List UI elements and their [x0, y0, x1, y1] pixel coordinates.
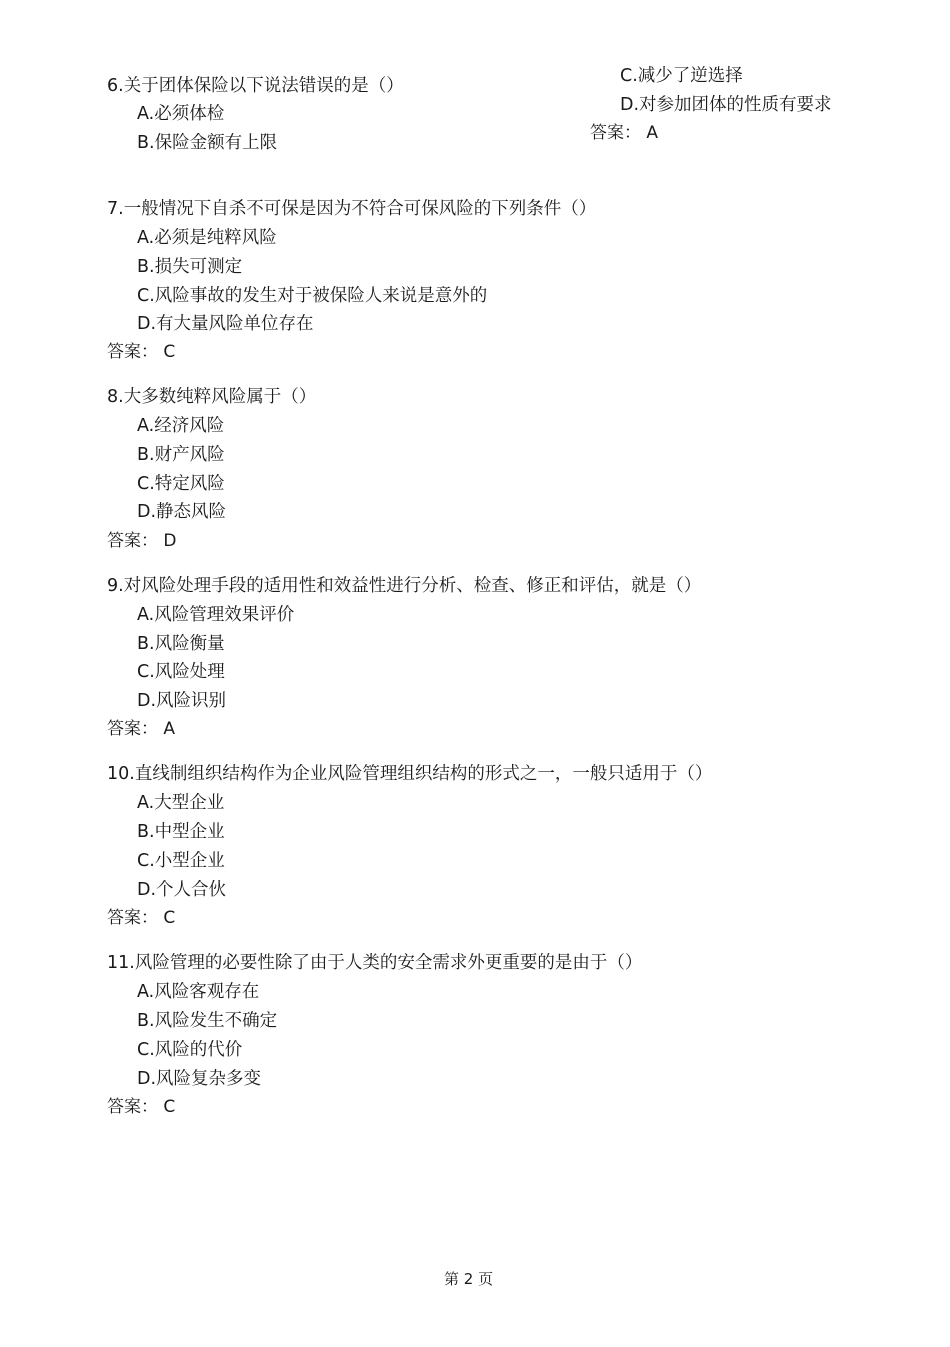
question-6-stem: 6.关于团体保险以下说法错误的是（） — [107, 76, 404, 96]
question-6-option-a: A.必须体检 — [137, 104, 225, 124]
question-9-stem: 9.对风险处理手段的适用性和效益性进行分析、检查、修正和评估，就是（） — [107, 576, 702, 596]
question-10-stem: 10.直线制组织结构作为企业风险管理组织结构的形式之一，一般只适用于（） — [107, 764, 713, 784]
page-number: 第 2 页 — [444, 1270, 494, 1288]
question-7-option-a: A.必须是纯粹风险 — [137, 228, 277, 248]
question-11-option-c: C.风险的代价 — [137, 1040, 243, 1060]
question-11-stem: 11.风险管理的必要性除了由于人类的安全需求外更重要的是由于（） — [107, 953, 643, 973]
question-9-option-d: D.风险识别 — [137, 691, 227, 711]
question-10-answer: 答案： C — [107, 908, 176, 928]
question-9-option-b: B.风险衡量 — [137, 634, 225, 654]
question-10-option-b: B.中型企业 — [137, 822, 225, 842]
question-7-option-b: B.损失可测定 — [137, 257, 243, 277]
question-7-option-d: D.有大量风险单位存在 — [137, 314, 314, 334]
question-11-option-d: D.风险复杂多变 — [137, 1069, 262, 1089]
question-9-answer: 答案： A — [107, 719, 176, 739]
question-7-option-c: C.风险事故的发生对于被保险人来说是意外的 — [137, 286, 488, 306]
question-11-option-b: B.风险发生不确定 — [137, 1011, 278, 1031]
question-8-stem: 8.大多数纯粹风险属于（） — [107, 387, 317, 407]
question-10-option-a: A.大型企业 — [137, 793, 225, 813]
question-7-answer: 答案： C — [107, 342, 176, 362]
question-11-answer: 答案： C — [107, 1097, 176, 1117]
question-8-option-a: A.经济风险 — [137, 416, 225, 436]
question-8-option-d: D.静态风险 — [137, 502, 227, 522]
question-7-stem: 7.一般情况下自杀不可保是因为不符合可保风险的下列条件（） — [107, 199, 597, 219]
question-6-option-c: C.减少了逆选择 — [620, 66, 743, 86]
question-8-option-b: B.财产风险 — [137, 445, 225, 465]
question-6-option-d: D.对参加团体的性质有要求 — [620, 95, 832, 115]
question-6-answer: 答案： A — [590, 123, 659, 143]
question-6-option-b: B.保险金额有上限 — [137, 133, 278, 153]
question-9-option-a: A.风险管理效果评价 — [137, 605, 295, 625]
question-10-option-d: D.个人合伙 — [137, 880, 227, 900]
question-8-option-c: C.特定风险 — [137, 474, 225, 494]
question-10-option-c: C.小型企业 — [137, 851, 225, 871]
question-11-option-a: A.风险客观存在 — [137, 982, 260, 1002]
question-9-option-c: C.风险处理 — [137, 662, 225, 682]
question-8-answer: 答案： D — [107, 531, 177, 551]
